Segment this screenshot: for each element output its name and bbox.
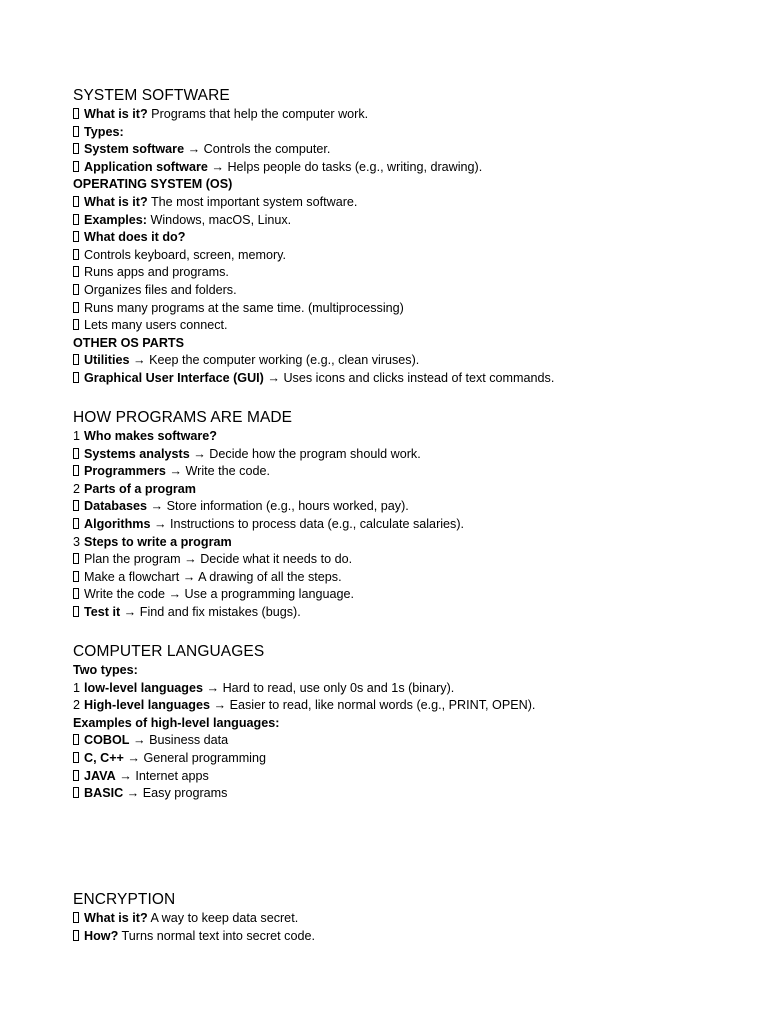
section-system-software [73, 86, 723, 388]
section-encryption [73, 890, 723, 945]
item-number: 2 [73, 698, 81, 713]
list-item [73, 106, 723, 124]
section-lines [73, 910, 723, 945]
missing-glyph-box-icon [73, 588, 79, 599]
item-text: → General programming [123, 750, 266, 765]
bold-term: Utilities [84, 353, 130, 368]
list-item [73, 352, 723, 370]
bold-term: Parts of a program [84, 481, 196, 496]
missing-glyph-box-icon [73, 518, 79, 529]
bold-term: Who makes software? [84, 429, 217, 443]
list-item [73, 370, 723, 388]
bold-term: Databases [84, 499, 148, 514]
bold-term: JAVA [84, 768, 116, 783]
item-text: → Hard to read, use only 0s and 1s (binary). [203, 680, 455, 695]
bold-term: How? [84, 928, 119, 943]
missing-glyph-box-icon [73, 500, 79, 511]
item-number: 1 [73, 680, 81, 695]
item-text: → Decide how the program should work. [189, 446, 421, 461]
bold-term: Two types: [73, 663, 138, 677]
bold-term: Test it [84, 604, 121, 619]
bold-term: low-level languages [84, 680, 203, 695]
item-text: → Helps people do tasks (e.g., writing, drawing). [207, 159, 483, 174]
bold-term: Types: [84, 124, 124, 139]
bold-term: Steps to write a program [84, 534, 232, 549]
missing-glyph-box-icon [73, 126, 79, 137]
item-text: → Store information (e.g., hours worked, pay). [147, 499, 409, 514]
missing-glyph-box-icon [73, 752, 79, 763]
list-item [73, 697, 723, 715]
item-text: → Easy programs [123, 786, 228, 801]
missing-glyph-box-icon [73, 571, 79, 582]
bold-term: BASIC [84, 786, 124, 801]
list-item [73, 446, 723, 464]
section-heading: HOW PROGRAMS ARE MADE [73, 409, 293, 426]
missing-glyph-box-icon [73, 161, 79, 172]
missing-glyph-box-icon [73, 372, 79, 383]
missing-glyph-box-icon [73, 448, 79, 459]
missing-glyph-box-icon [73, 606, 79, 617]
missing-glyph-box-icon [73, 284, 79, 295]
list-item [73, 732, 723, 750]
list-item [73, 569, 723, 587]
section-heading: COMPUTER LANGUAGES [73, 643, 265, 660]
item-text: Controls keyboard, screen, memory. [84, 247, 287, 262]
list-item [73, 159, 723, 177]
missing-glyph-box-icon [73, 787, 79, 798]
bold-term: What is it? [84, 194, 148, 209]
missing-glyph-box-icon [73, 249, 79, 260]
list-item [73, 498, 723, 516]
bold-term: OTHER OS PARTS [73, 335, 185, 350]
list-item [73, 300, 723, 318]
missing-glyph-box-icon [73, 231, 79, 242]
list-item [73, 785, 723, 803]
list-item [73, 910, 723, 928]
list-item [73, 662, 723, 680]
item-text: → Uses icons and clicks instead of text commands. [263, 370, 555, 385]
bold-term: Programmers [84, 464, 166, 479]
item-text: Windows, macOS, Linux. [147, 212, 292, 227]
bold-term: System software [84, 142, 185, 157]
bold-term: COBOL [84, 733, 130, 748]
item-text: → Find and fix mistakes (bugs). [120, 604, 301, 619]
missing-glyph-box-icon [73, 214, 79, 225]
missing-glyph-box-icon [73, 912, 79, 923]
list-item [73, 212, 723, 230]
item-text: Runs many programs at the same time. (multiprocessing) [84, 300, 404, 315]
bold-term: What does it do? [84, 230, 186, 245]
missing-glyph-box-icon [73, 465, 79, 476]
bold-term: Application software [84, 159, 208, 174]
item-text: A way to keep data secret. [147, 911, 299, 925]
bold-term: Examples: [84, 212, 147, 227]
item-text: → Keep the computer working (e.g., clean viruses). [129, 353, 420, 368]
missing-glyph-box-icon [73, 354, 79, 365]
bold-term: Systems analysts [84, 446, 190, 461]
section-lines [73, 106, 723, 388]
list-item [73, 264, 723, 282]
list-item [73, 586, 723, 604]
item-text: Lets many users connect. [84, 318, 228, 333]
item-text: → Business data [129, 733, 229, 748]
bold-term: Graphical User Interface (GUI) [84, 370, 264, 385]
missing-glyph-box-icon [73, 319, 79, 330]
item-text: → Easier to read, like normal words (e.g., PRINT, OPEN). [209, 698, 536, 713]
missing-glyph-box-icon [73, 770, 79, 781]
bold-term: C, C++ [84, 750, 124, 765]
bold-term: What is it? [84, 107, 148, 121]
section-heading: ENCRYPTION [73, 891, 176, 908]
item-number: 3 [73, 534, 81, 549]
item-text: Organizes files and folders. [84, 282, 237, 297]
list-item [73, 194, 723, 212]
list-item [73, 428, 723, 446]
missing-glyph-box-icon [73, 108, 79, 119]
missing-glyph-box-icon [73, 196, 79, 207]
item-text: Turns normal text into secret code. [118, 928, 315, 943]
item-number: 2 [73, 481, 81, 496]
list-item [73, 282, 723, 300]
missing-glyph-box-icon [73, 553, 79, 564]
missing-glyph-box-icon [73, 302, 79, 313]
item-text: → Internet apps [115, 768, 209, 783]
item-text: → Controls the computer. [184, 142, 331, 157]
item-text: Plan the program → Decide what it needs to do. [84, 552, 353, 567]
section-computer-languages [73, 642, 723, 803]
missing-glyph-box-icon [73, 930, 79, 941]
missing-glyph-box-icon [73, 734, 79, 745]
list-item [73, 551, 723, 569]
list-item [73, 124, 723, 142]
list-item [73, 176, 723, 194]
list-item [73, 604, 723, 622]
list-item [73, 768, 723, 786]
bold-term: OPERATING SYSTEM (OS) [73, 177, 233, 192]
bold-term: Algorithms [84, 516, 151, 531]
item-text: → Write the code. [165, 464, 270, 479]
list-item [73, 141, 723, 159]
section-lines [73, 428, 723, 622]
bold-term: Examples of high-level languages: [73, 715, 280, 730]
item-text: Make a flowchart → A drawing of all the steps. [84, 569, 342, 584]
item-number: 1 [73, 429, 81, 443]
section-how-programs-are-made [73, 408, 723, 622]
item-text: Programs that help the computer work. [147, 107, 369, 121]
list-item [73, 317, 723, 335]
list-item [73, 516, 723, 534]
list-item [73, 335, 723, 353]
section-lines [73, 662, 723, 803]
list-item [73, 534, 723, 552]
list-item [73, 680, 723, 698]
item-text: Write the code → Use a programming language. [84, 587, 354, 602]
section-heading: SYSTEM SOFTWARE [73, 87, 230, 104]
item-text: The most important system software. [147, 194, 358, 209]
missing-glyph-box-icon [73, 266, 79, 277]
list-item [73, 481, 723, 499]
item-text: → Instructions to process data (e.g., calculate salaries). [150, 516, 465, 531]
bold-term: What is it? [84, 911, 148, 925]
list-item [73, 229, 723, 247]
list-item [73, 247, 723, 265]
list-item [73, 750, 723, 768]
list-item [73, 463, 723, 481]
missing-glyph-box-icon [73, 143, 79, 154]
list-item [73, 928, 723, 946]
list-item [73, 715, 723, 733]
bold-term: High-level languages [84, 698, 210, 713]
item-text: Runs apps and programs. [84, 265, 229, 280]
